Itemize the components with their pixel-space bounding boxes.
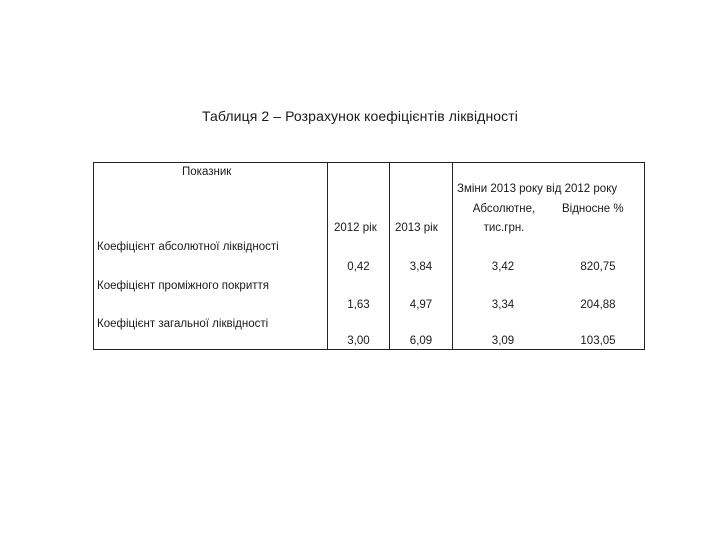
row-value-absolute: 3,42	[491, 261, 515, 273]
row-value-relative: 204,88	[580, 299, 616, 311]
header-relative: Відносне %	[562, 203, 624, 215]
row-value-relative: 103,05	[580, 335, 616, 347]
row-name: Коефіцієнт проміжного покриття	[97, 280, 270, 292]
header-absolute-line1: Абсолютне,	[472, 203, 536, 215]
column-divider	[452, 163, 453, 349]
row-name: Коефіцієнт абсолютної ліквідності	[97, 241, 279, 253]
row-value-2013: 4,97	[409, 299, 433, 311]
header-changes: Зміни 2013 року від 2012 року	[457, 183, 618, 195]
header-2012: 2012 рік	[334, 222, 377, 234]
row-value-relative: 820,75	[580, 261, 616, 273]
header-2013: 2013 рік	[395, 222, 438, 234]
table-caption: Таблиця 2 – Розрахунок коефіцієнтів ліквідності	[201, 108, 518, 124]
column-divider	[327, 163, 328, 349]
header-indicator: Показник	[182, 166, 232, 178]
row-value-2012: 3,00	[347, 335, 370, 347]
row-name: Коефіцієнт загальної ліквідності	[97, 318, 269, 330]
row-value-2013: 6,09	[409, 335, 433, 347]
column-divider	[389, 163, 390, 349]
row-value-absolute: 3,09	[491, 335, 515, 347]
row-value-2012: 1,63	[347, 299, 370, 311]
row-value-2013: 3,84	[409, 261, 433, 273]
row-value-absolute: 3,34	[491, 299, 515, 311]
liquidity-table	[93, 162, 645, 350]
row-value-2012: 0,42	[347, 261, 370, 273]
header-absolute-line2: тис.грн.	[483, 222, 525, 234]
